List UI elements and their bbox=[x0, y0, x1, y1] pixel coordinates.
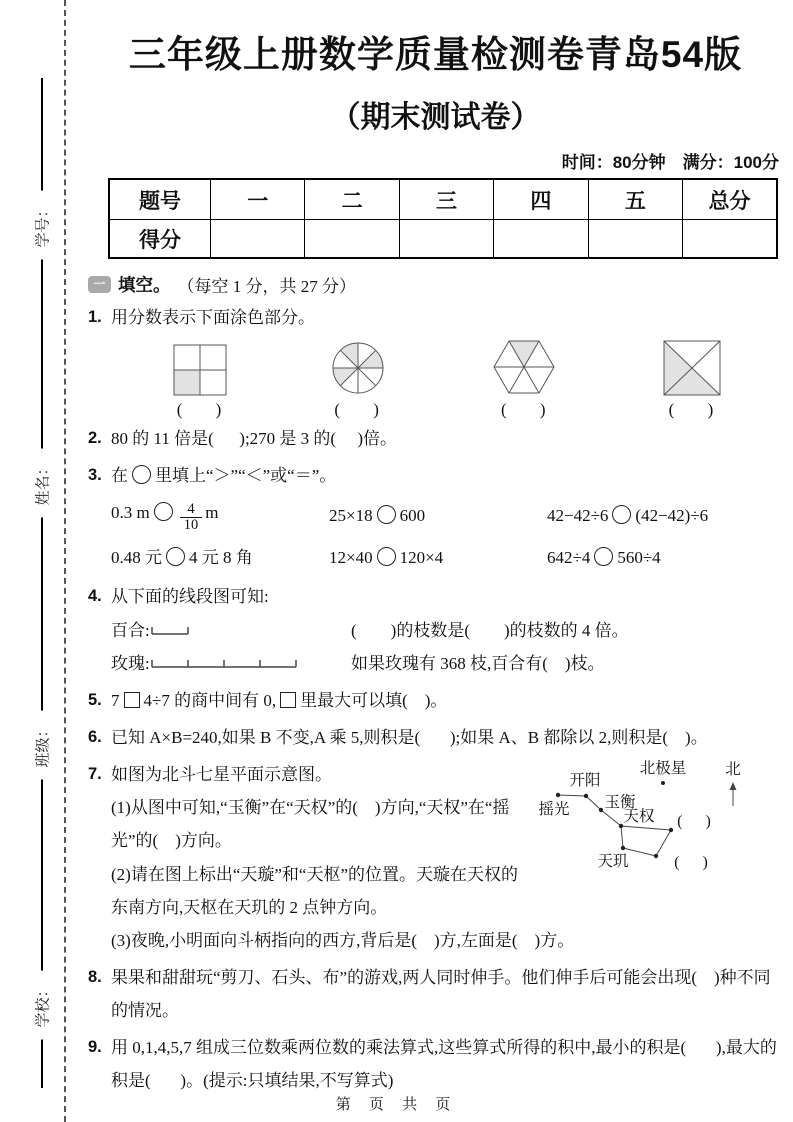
rose-line-graphic bbox=[150, 656, 300, 670]
right-expression: 560÷4 bbox=[617, 547, 661, 567]
question-number: 2. bbox=[88, 429, 102, 448]
diagram-blank-2: ( ) bbox=[674, 854, 708, 872]
question-text-part: 里最大可以填( )。 bbox=[300, 690, 448, 710]
lily-statement: ( )的枝数是( )的枝数的 4 倍。 bbox=[351, 620, 629, 640]
question-2 bbox=[88, 422, 783, 455]
rose-segment-row bbox=[111, 647, 783, 680]
question-7 bbox=[88, 758, 783, 957]
right-expression: m bbox=[205, 503, 219, 523]
yuheng-label: 玉衡 bbox=[604, 794, 636, 812]
question-text: 80 的 11 倍是( );270 是 3 的( )倍。 bbox=[111, 429, 397, 449]
answer-paren: ( ) bbox=[668, 400, 716, 420]
section-1-header bbox=[88, 272, 783, 297]
student-name-label: 姓名： bbox=[30, 448, 55, 517]
rose-segment bbox=[111, 647, 351, 680]
question-number: 5. bbox=[88, 690, 102, 709]
question-number: 7. bbox=[88, 765, 102, 784]
right-expression: 600 bbox=[399, 505, 426, 525]
figure-hexagon-sixths bbox=[488, 338, 560, 418]
big-dipper-graphic bbox=[526, 758, 783, 882]
compare-circle-icon bbox=[594, 547, 613, 566]
comparison-row-2 bbox=[111, 538, 783, 576]
yuheng-star bbox=[599, 808, 603, 812]
lily-segment-row bbox=[111, 614, 783, 647]
compare-circle-icon bbox=[132, 465, 151, 484]
score-row-label: 得分 bbox=[109, 220, 211, 259]
class-label: 班级： bbox=[30, 710, 55, 779]
score-table-header-cell: 一 bbox=[211, 179, 305, 220]
question-number: 8. bbox=[88, 967, 102, 986]
rose-label: 玫瑰: bbox=[111, 653, 150, 673]
tianji-star bbox=[621, 846, 625, 850]
unlabeled-star bbox=[669, 828, 673, 832]
lily-segment bbox=[111, 614, 351, 647]
left-expression: 642÷4 bbox=[547, 547, 591, 567]
comparison-cell bbox=[329, 499, 547, 532]
comparison-cell bbox=[111, 496, 329, 534]
fraction-denominator: 10 bbox=[183, 517, 199, 534]
tianji-label: 天玑 bbox=[597, 853, 629, 871]
question-text-part: 7 bbox=[111, 690, 120, 710]
school-label: 学校： bbox=[30, 970, 55, 1039]
score-table bbox=[108, 178, 778, 259]
yaoguang-star bbox=[556, 793, 560, 797]
comparison-cell bbox=[111, 541, 329, 574]
question-number: 6. bbox=[88, 727, 102, 746]
polaris-star bbox=[661, 781, 665, 785]
question-text-part: 在 bbox=[111, 466, 128, 486]
score-cell bbox=[305, 220, 399, 259]
blank-box-icon bbox=[124, 692, 140, 708]
question-text: 已知 A×B=240,如果 B 不变,A 乘 5,则积是( );如果 A、B 都除以 2,则积是( )。 bbox=[111, 727, 708, 747]
comparison-row-1 bbox=[111, 492, 783, 538]
question-7-part-2: (2)请在图上标出“天璇”和“天枢”的位置。天璇在天权的东南方向,天枢在天玑的 2 点钟方向。 bbox=[111, 864, 519, 917]
student-number-label: 学号： bbox=[30, 190, 55, 259]
north-arrow-icon bbox=[730, 782, 737, 790]
figure-square-quarters bbox=[173, 344, 227, 418]
score-table-header-row bbox=[109, 179, 777, 220]
question-number: 9. bbox=[88, 1038, 102, 1057]
tianquan-label: 天权 bbox=[623, 808, 655, 826]
left-expression: 0.48 元 bbox=[111, 547, 162, 567]
left-expression: 42−42÷6 bbox=[547, 505, 609, 525]
score-cell bbox=[588, 220, 682, 259]
question-number: 4. bbox=[88, 587, 102, 606]
blank-box-icon bbox=[280, 692, 296, 708]
question-6 bbox=[88, 721, 783, 754]
compare-circle-icon bbox=[377, 547, 396, 566]
time-score-meta: 时间：80分钟 满分：100分 bbox=[561, 153, 779, 172]
unlabeled-star bbox=[654, 854, 658, 858]
question-4 bbox=[88, 580, 783, 679]
score-table-header-cell: 题号 bbox=[109, 179, 211, 220]
margin-dashed-rule bbox=[64, 0, 66, 1122]
polaris-label: 北极星 bbox=[639, 760, 687, 778]
figure-square-diagonals bbox=[663, 340, 721, 418]
question-text: 如图为北斗七星平面示意图。 bbox=[111, 765, 332, 785]
page-title: 三年级上册数学质量检测卷青岛54版 bbox=[128, 34, 743, 75]
score-table-header-cell: 二 bbox=[305, 179, 399, 220]
question-1 bbox=[88, 301, 783, 418]
lily-line-graphic bbox=[150, 623, 190, 637]
left-expression: 25×18 bbox=[329, 505, 373, 525]
kaiyang-star bbox=[584, 794, 588, 798]
compare-circle-icon bbox=[166, 547, 185, 566]
score-table-header-cell: 四 bbox=[494, 179, 588, 220]
question-text: 用分数表示下面涂色部分。 bbox=[111, 308, 315, 327]
left-expression: 0.3 m bbox=[111, 503, 150, 523]
page-footer: 第 页 共 页 bbox=[335, 1096, 458, 1113]
question-5 bbox=[88, 684, 783, 717]
question-9 bbox=[88, 1031, 783, 1097]
right-expression: 4 元 8 角 bbox=[189, 547, 253, 567]
lily-label: 百合: bbox=[111, 620, 150, 640]
score-table-header-cell: 总分 bbox=[683, 179, 777, 220]
section-one-badge-icon: 一 bbox=[88, 276, 111, 293]
yaoguang-label: 摇光 bbox=[538, 801, 570, 819]
figure-circle-eighths bbox=[330, 340, 386, 418]
score-cell bbox=[494, 220, 588, 259]
big-dipper-diagram bbox=[526, 758, 783, 882]
page-subtitle: （期末测试卷） bbox=[330, 101, 541, 134]
square-diagonals-graphic bbox=[663, 340, 721, 396]
question-text-part: 里填上“＞”“＜”或“＝”。 bbox=[155, 466, 337, 486]
square-quarters-graphic bbox=[173, 344, 227, 396]
kaiyang-label: 开阳 bbox=[569, 772, 601, 790]
paper-page bbox=[88, 0, 783, 1098]
section-1-note: （每空 1 分，共 27 分） bbox=[177, 277, 356, 296]
answer-paren: ( ) bbox=[501, 400, 548, 420]
answer-paren: ( ) bbox=[334, 400, 381, 420]
question-7-part-3: (3)夜晚,小明面向斗柄指向的西方,背后是( )方,左面是( )方。 bbox=[111, 930, 575, 950]
compare-circle-icon bbox=[377, 505, 396, 524]
question-7-part-1: (1)从图中可知,“玉衡”在“天权”的( )方向,“天权”在“摇光”的( )方向。 bbox=[111, 798, 510, 851]
right-expression: 120×4 bbox=[399, 547, 444, 567]
answer-paren: ( ) bbox=[176, 400, 224, 420]
question-number: 3. bbox=[88, 466, 102, 485]
rose-statement: 如果玫瑰有 368 枝,百合有( )枝。 bbox=[351, 653, 605, 673]
comparison-cell bbox=[329, 541, 547, 574]
score-cell bbox=[683, 220, 777, 259]
circle-eighths-graphic bbox=[330, 340, 386, 396]
question-number: 1. bbox=[88, 308, 102, 326]
score-cell bbox=[211, 220, 305, 259]
compare-circle-icon bbox=[154, 502, 173, 521]
question-text: 用 0,1,4,5,7 组成三位数乘两位数的乘法算式,这些算式所得的积中,最小的积是( ),最大的积是( )。(提示:只填结果,不写算式) bbox=[111, 1038, 777, 1091]
score-table-header-cell: 三 bbox=[399, 179, 493, 220]
question-text: 从下面的线段图可知: bbox=[111, 587, 269, 607]
score-table-header-cell: 五 bbox=[588, 179, 682, 220]
question-text: 果果和甜甜玩“剪刀、石头、布”的游戏,两人同时伸手。他们伸手后可能会出现( )种不同的情况。 bbox=[111, 967, 771, 1021]
section-1-title: 填空。 bbox=[118, 275, 171, 295]
north-label: 北 bbox=[725, 761, 741, 779]
compare-circle-icon bbox=[612, 505, 631, 524]
left-expression: 12×40 bbox=[329, 547, 373, 567]
diagram-blank-1: ( ) bbox=[677, 813, 711, 831]
fraction-numerator: 4 bbox=[180, 502, 203, 519]
score-cell bbox=[399, 220, 493, 259]
comparison-cell bbox=[547, 541, 661, 574]
fraction-4-10 bbox=[180, 502, 203, 535]
hexagon-sixths-graphic bbox=[488, 338, 560, 396]
question-8 bbox=[88, 961, 783, 1027]
question-3 bbox=[88, 459, 783, 576]
score-table-score-row bbox=[109, 220, 777, 259]
fraction-figures-row bbox=[173, 338, 721, 418]
question-text-part: 4÷7 的商中间有 0, bbox=[143, 690, 277, 710]
right-expression: (42−42)÷6 bbox=[635, 505, 709, 525]
comparison-cell bbox=[547, 499, 708, 532]
